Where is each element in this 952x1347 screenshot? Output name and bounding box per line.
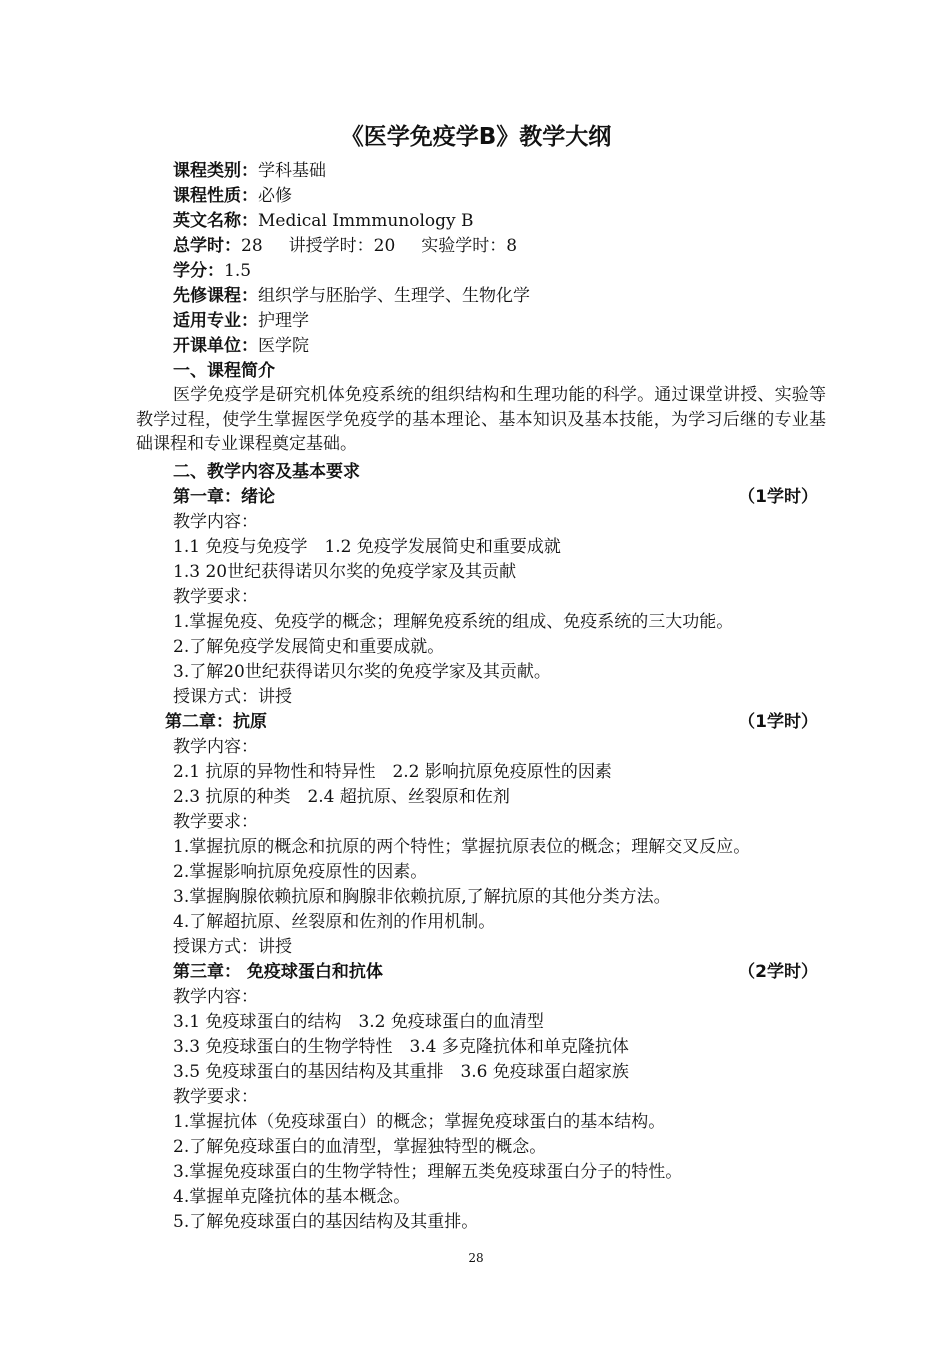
chapter2-hours: （1学时） xyxy=(738,712,818,732)
chapter1-content-item: 1.1 免疫与免疫学 1.2 免疫学发展简史和重要成就 xyxy=(173,537,561,557)
chapter3-req-item: 3.掌握免疫球蛋白的生物学特性；理解五类免疫球蛋白分子的特性。 xyxy=(173,1162,683,1182)
chapter1-hours: （1学时） xyxy=(738,487,818,507)
section1-text: 医学免疫学是研究机体免疫系统的组织结构和生理功能的科学。通过课堂讲授、实验等教学过程，使学生掌握医学免疫学的基本理论、基本知识及基本技能，为学习后继的专业基础课程和专业课程奠定基础。 xyxy=(136,385,826,454)
chapter3-content-item: 3.3 免疫球蛋白的生物学特性 3.4 多克隆抗体和单克隆抗体 xyxy=(173,1037,629,1057)
chapter2-req-item: 2.掌握影响抗原免疫原性的因素。 xyxy=(173,862,428,882)
chapter3-content-label: 教学内容： xyxy=(173,987,258,1007)
chapter3-title: 第三章： 免疫球蛋白和抗体 xyxy=(173,962,383,982)
chapter2-content-item: 2.3 抗原的种类 2.4 超抗原、丝裂原和佐剂 xyxy=(173,787,510,807)
section1-heading: 一、课程简介 xyxy=(173,361,275,381)
meta-credits: 学分：1.5 xyxy=(173,261,252,281)
chapter1-method: 授课方式：讲授 xyxy=(173,687,292,707)
chapter2-req-item: 3.掌握胸腺依赖抗原和胸腺非依赖抗原,了解抗原的其他分类方法。 xyxy=(173,887,671,907)
meta-course-nature: 课程性质：必修 xyxy=(173,186,292,206)
chapter3-hours: （2学时） xyxy=(738,962,818,982)
chapter2-req-item: 4.了解超抗原、丝裂原和佐剂的作用机制。 xyxy=(173,912,496,932)
chapter1-req-item: 3.了解20世纪获得诺贝尔奖的免疫学家及其贡献。 xyxy=(173,662,551,682)
document-title: 《医学免疫学B》教学大纲 xyxy=(340,124,612,150)
meta-course-category: 课程类别：学科基础 xyxy=(173,161,326,181)
chapter1-req-label: 教学要求： xyxy=(173,587,258,607)
page-number: 28 xyxy=(468,1251,484,1265)
chapter3-req-item: 2.了解免疫球蛋白的血清型，掌握独特型的概念。 xyxy=(173,1137,547,1157)
chapter1-content-item: 1.3 20世纪获得诺贝尔奖的免疫学家及其贡献 xyxy=(173,562,517,582)
chapter2-content-label: 教学内容： xyxy=(173,737,258,757)
chapter2-title: 第二章：抗原 xyxy=(165,712,267,732)
chapter3-req-item: 5.了解免疫球蛋白的基因结构及其重排。 xyxy=(173,1212,479,1232)
meta-hours: 总学时：28 讲授学时：20 实验学时：8 xyxy=(173,236,518,256)
chapter2-req-item: 1.掌握抗原的概念和抗原的两个特性；掌握抗原表位的概念；理解交叉反应。 xyxy=(173,837,751,857)
chapter1-req-item: 1.掌握免疫、免疫学的概念；理解免疫系统的组成、免疫系统的三大功能。 xyxy=(173,612,734,632)
chapter3-content-item: 3.1 免疫球蛋白的结构 3.2 免疫球蛋白的血清型 xyxy=(173,1012,544,1032)
meta-english-name: 英文名称：Medical Immmunology B xyxy=(173,211,474,231)
meta-department: 开课单位：医学院 xyxy=(173,336,309,356)
section2-heading: 二、教学内容及基本要求 xyxy=(173,462,360,482)
chapter1-req-item: 2.了解免疫学发展简史和重要成就。 xyxy=(173,637,445,657)
chapter1-title: 第一章：绪论 xyxy=(173,487,275,507)
chapter2-content-item: 2.1 抗原的异物性和特异性 2.2 影响抗原免疫原性的因素 xyxy=(173,762,612,782)
chapter2-method: 授课方式：讲授 xyxy=(173,937,292,957)
meta-prerequisites: 先修课程：组织学与胚胎学、生理学、生物化学 xyxy=(173,286,530,306)
meta-major: 适用专业：护理学 xyxy=(173,311,309,331)
chapter3-req-item: 4.掌握单克隆抗体的基本概念。 xyxy=(173,1187,411,1207)
chapter3-req-item: 1.掌握抗体（免疫球蛋白）的概念；掌握免疫球蛋白的基本结构。 xyxy=(173,1112,666,1132)
chapter1-content-label: 教学内容： xyxy=(173,512,258,532)
chapter3-content-item: 3.5 免疫球蛋白的基因结构及其重排 3.6 免疫球蛋白超家族 xyxy=(173,1062,629,1082)
chapter3-req-label: 教学要求： xyxy=(173,1087,258,1107)
chapter2-req-label: 教学要求： xyxy=(173,812,258,832)
